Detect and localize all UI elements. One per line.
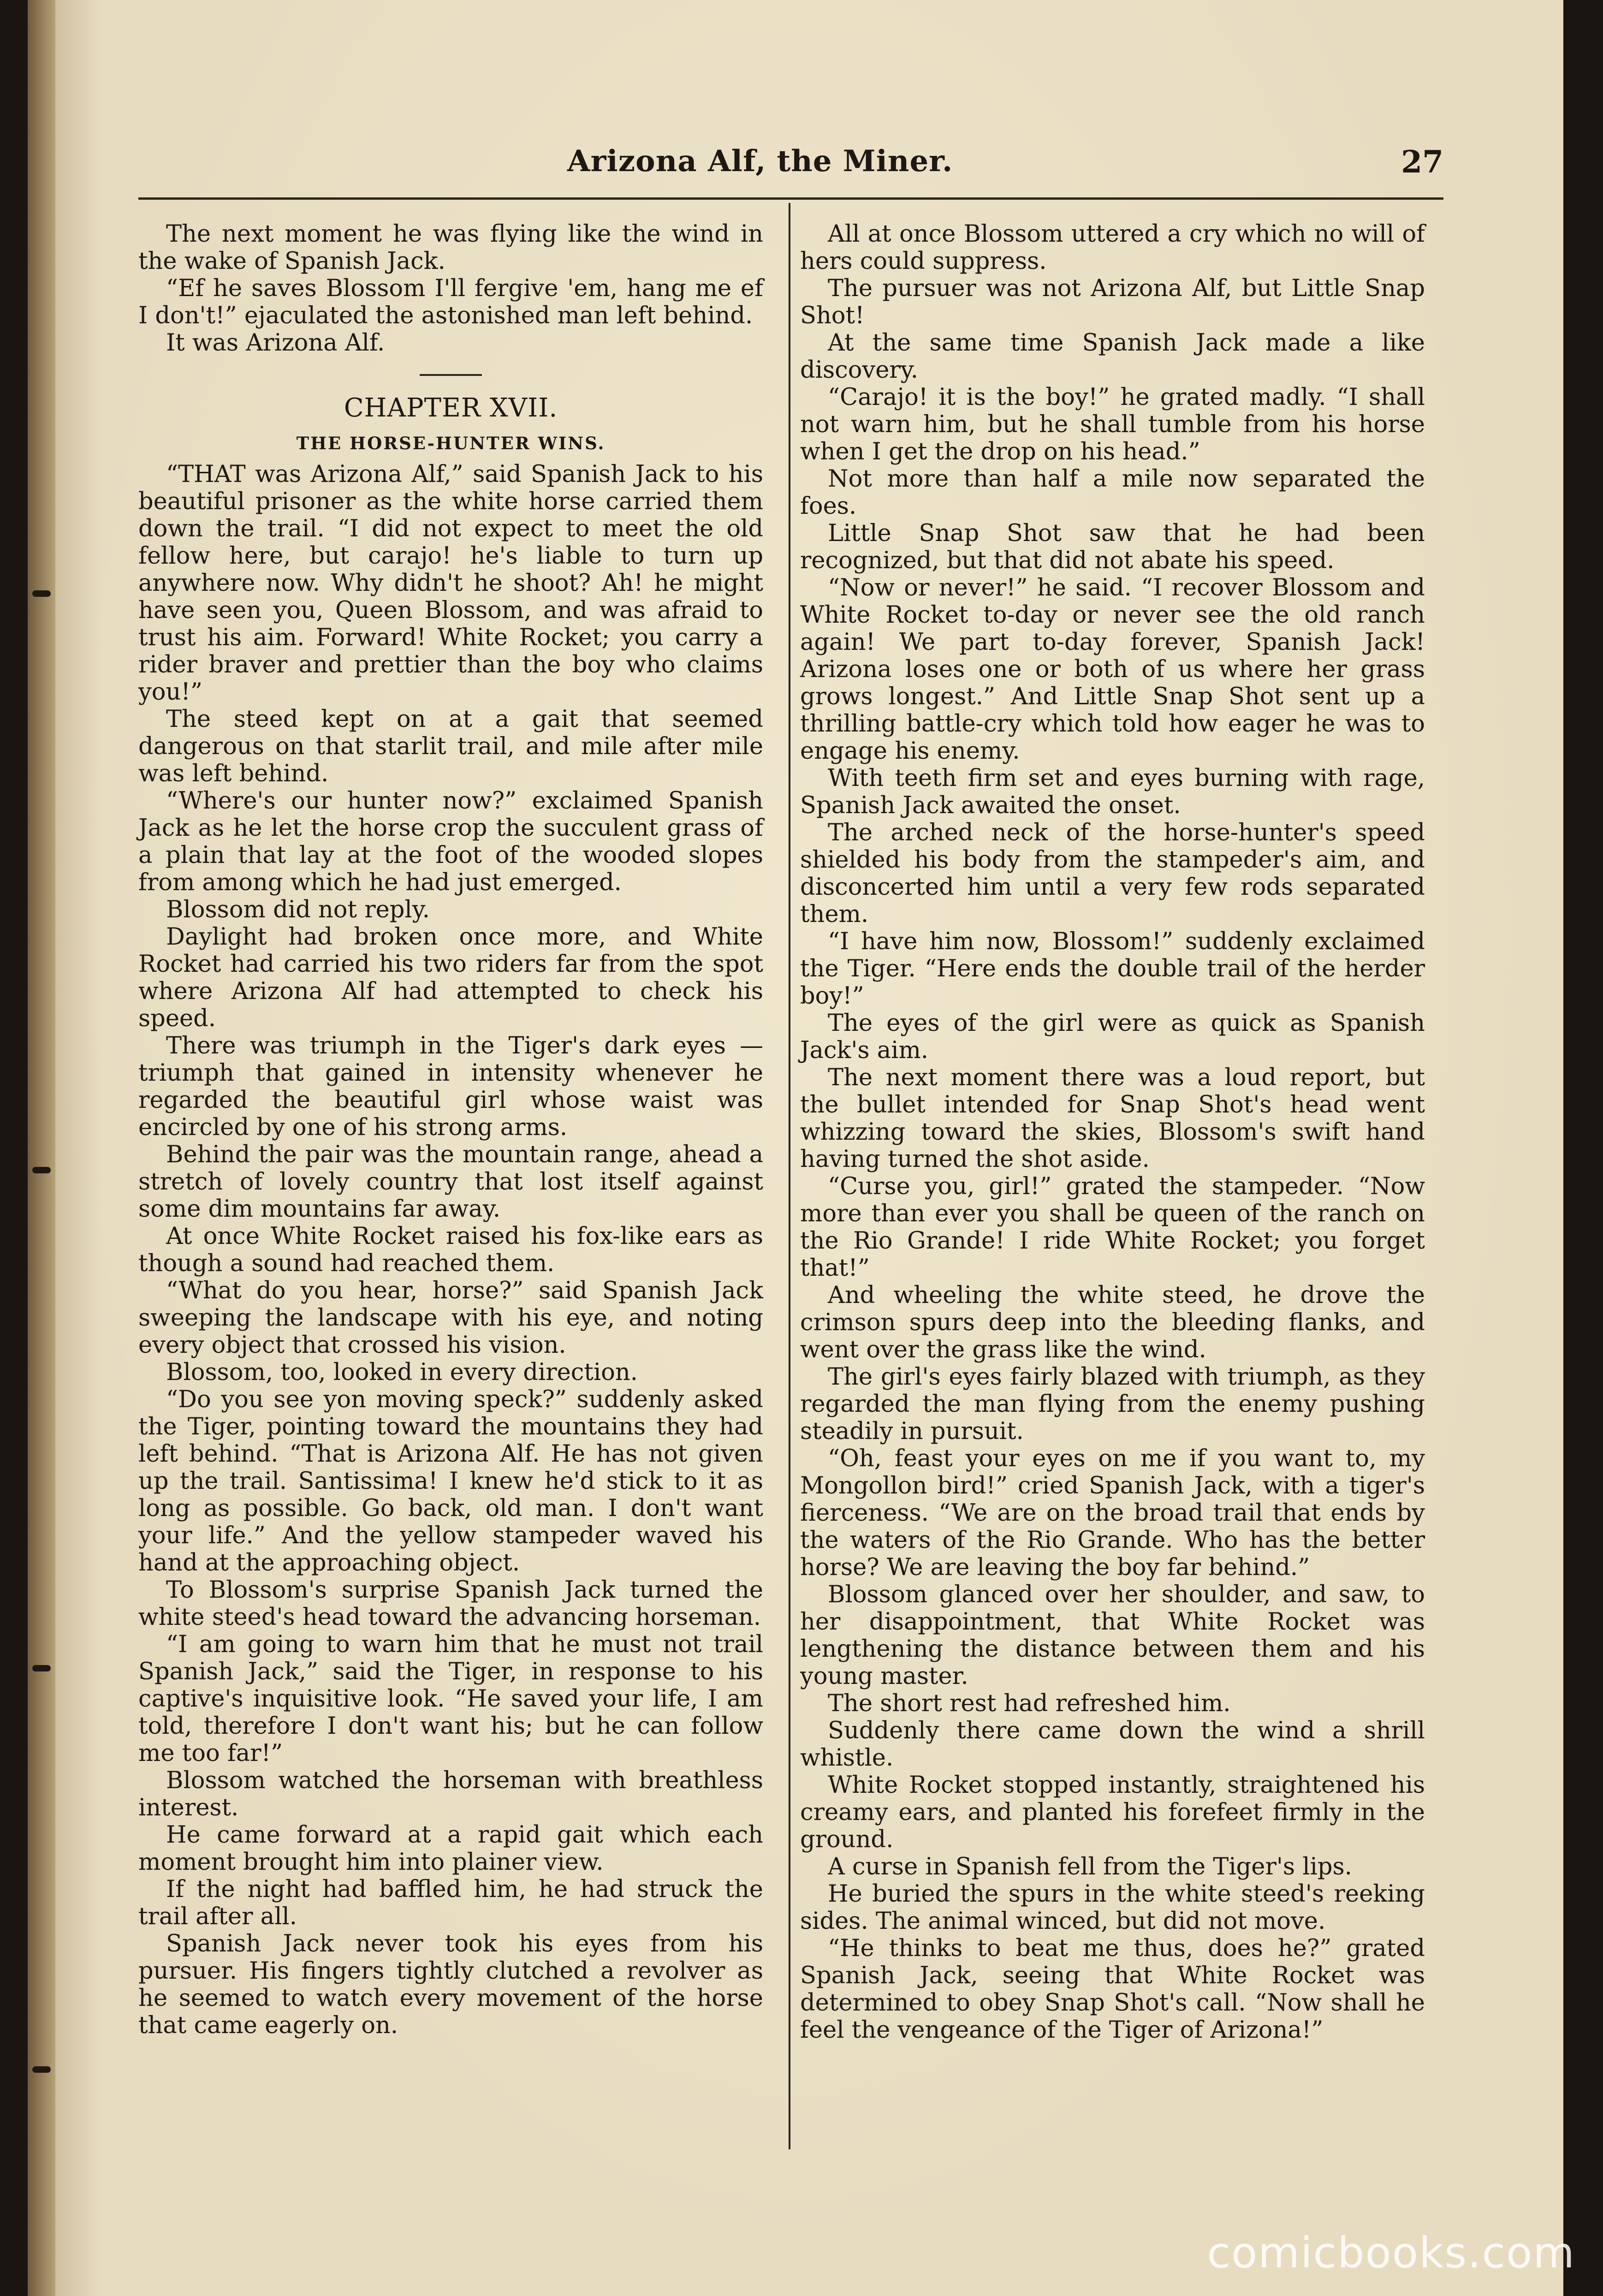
chapter-title: CHAPTER XVII. bbox=[344, 393, 558, 423]
paragraph: The steed kept on at a gait that seemed dangerous on that starlit trail, and mile after mile was left behind. bbox=[138, 706, 763, 787]
paragraph: “Ef he saves Blossom I'll fergive 'em, hang me ef I don't!” ejaculated the astonished man left behind. bbox=[138, 275, 763, 329]
paragraph: If the night had baffled him, he had struck the trail after all. bbox=[138, 1876, 763, 1930]
paragraph: Daylight had broken once more, and White Rocket had carried his two riders far from the spot where Arizona Alf had attempted to check his speed. bbox=[138, 923, 763, 1032]
paragraph: The next moment he was flying like the wind in the wake of Spanish Jack. bbox=[138, 220, 763, 275]
paragraph: “Where's our hunter now?” exclaimed Spanish Jack as he let the horse crop the succulent grass of a plain that lay at the foot of the wooded slopes from among which he had just emerged. bbox=[138, 787, 763, 896]
paragraph: The girl's eyes fairly blazed with triumph, as they regarded the man flying from the enemy pushing steadily in pursuit. bbox=[800, 1363, 1425, 1445]
chapter-subtitle: THE HORSE-HUNTER WINS. bbox=[296, 433, 606, 453]
binding-stitch bbox=[32, 1665, 51, 1671]
paragraph: White Rocket stopped instantly, straightened his creamy ears, and planted his forefeet firmly in the ground. bbox=[800, 1772, 1425, 1853]
right-column bbox=[800, 220, 1425, 2044]
paragraph: Blossom did not reply. bbox=[166, 896, 430, 923]
section-rule bbox=[420, 374, 482, 376]
paragraph: “Oh, feast your eyes on me if you want to, my Mongollon bird!” cried Spanish Jack, with a tiger's fierceness. “We are on the broad trail that ends by the waters of the Rio Grande. Who has the better horse? We are leaving the boy far behind.” bbox=[800, 1445, 1425, 1581]
paragraph: With teeth firm set and eyes burning with rage, Spanish Jack awaited the onset. bbox=[800, 765, 1425, 819]
paragraph: Spanish Jack never took his eyes from his pursuer. His fingers tightly clutched a revolver as he seemed to watch every movement of the horse that came eagerly on. bbox=[138, 1930, 763, 2039]
paragraph: The next moment there was a loud report, but the bullet intended for Snap Shot's head went whizzing toward the skies, Blossom's swift hand having turned the shot aside. bbox=[800, 1064, 1425, 1173]
paragraph: “I have him now, Blossom!” suddenly exclaimed the Tiger. “Here ends the double trail of the herder boy!” bbox=[800, 928, 1425, 1010]
paragraph: Behind the pair was the mountain range, ahead a stretch of lovely country that lost itself against some dim mountains far away. bbox=[138, 1141, 763, 1223]
paragraph: The eyes of the girl were as quick as Spanish Jack's aim. bbox=[800, 1010, 1425, 1064]
binding-stitch bbox=[32, 590, 51, 597]
running-title: Arizona Alf, the Miner. bbox=[567, 144, 953, 178]
paragraph: Not more than half a mile now separated the foes. bbox=[800, 465, 1425, 520]
page-header bbox=[138, 144, 1443, 185]
paragraph: Blossom, too, looked in every direction. bbox=[166, 1359, 638, 1386]
paragraph: He came forward at a rapid gait which each moment brought him into plainer view. bbox=[138, 1821, 763, 1876]
paragraph: To Blossom's surprise Spanish Jack turned the white steed's head toward the advancing horseman. bbox=[138, 1576, 763, 1631]
paragraph: Suddenly there came down the wind a shrill whistle. bbox=[800, 1717, 1425, 1772]
paragraph: Little Snap Shot saw that he had been recognized, but that did not abate his speed. bbox=[800, 520, 1425, 574]
binding-stitch bbox=[32, 2066, 51, 2073]
paragraph: “Carajo! it is the boy!” he grated madly. “I shall not warn him, but he shall tumble from his horse when I get the drop on his head.” bbox=[800, 384, 1425, 465]
paragraph: It was Arizona Alf. bbox=[166, 329, 385, 357]
watermark: comicbooks.com bbox=[1207, 2228, 1575, 2278]
binding-stitch bbox=[32, 1167, 51, 1173]
paragraph: “THAT was Arizona Alf,” said Spanish Jack to his beautiful prisoner as the white horse carried them down the trail. “I did not expect to meet the old fellow here, but carajo! he's liable to turn up anywhere now. Why didn't he shoot? Ah! he might have seen you, Queen Blossom, and was afraid to trust his aim. Forward! White Rocket; you carry a rider braver and prettier than the boy who claims you!” bbox=[138, 461, 763, 706]
paragraph: “Do you see yon moving speck?” suddenly asked the Tiger, pointing toward the mountains they had left behind. “That is Arizona Alf. He has not given up the trail. Santissima! I knew he'd stick to it as long as possible. Go back, old man. I don't want your life.” And the yellow stampeder waved his hand at the approaching object. bbox=[138, 1386, 763, 1576]
paragraph: The arched neck of the horse-hunter's speed shielded his body from the stampeder's aim, and disconcerted him until a very few rods separated them. bbox=[800, 819, 1425, 928]
page-number: 27 bbox=[1401, 144, 1443, 180]
paragraph: The short rest had refreshed him. bbox=[828, 1690, 1231, 1717]
paragraph: All at once Blossom uttered a cry which no will of hers could suppress. bbox=[800, 220, 1425, 275]
paragraph: “Curse you, girl!” grated the stampeder. “Now more than ever you shall be queen of the ranch on the Rio Grande! I ride White Rocket; you forget that!” bbox=[800, 1173, 1425, 1282]
paragraph: Blossom watched the horseman with breathless interest. bbox=[138, 1767, 763, 1821]
left-column bbox=[138, 220, 763, 2039]
paragraph: “I am going to warn him that he must not trail Spanish Jack,” said the Tiger, in response to his captive's inquisitive look. “He saved your life, I am told, therefore I don't want his; but he can follow me too far!” bbox=[138, 1631, 763, 1767]
paragraph: “What do you hear, horse?” said Spanish Jack sweeping the landscape with his eye, and noting every object that crossed his vision. bbox=[138, 1277, 763, 1359]
paragraph: At the same time Spanish Jack made a like discovery. bbox=[800, 329, 1425, 384]
paragraph: The pursuer was not Arizona Alf, but Little Snap Shot! bbox=[800, 275, 1425, 329]
page-binding bbox=[28, 0, 55, 2296]
paragraph: Blossom glanced over her shoulder, and saw, to her disappointment, that White Rocket was lengthening the distance between them and his young master. bbox=[800, 1581, 1425, 1690]
paragraph: He buried the spurs in the white steed's reeking sides. The animal winced, but did not move. bbox=[800, 1880, 1425, 1935]
paragraph: And wheeling the white steed, he drove the crimson spurs deep into the bleeding flanks, and went over the grass like the wind. bbox=[800, 1282, 1425, 1363]
paragraph: A curse in Spanish fell from the Tiger's lips. bbox=[828, 1853, 1352, 1880]
paragraph: At once White Rocket raised his fox-like ears as though a sound had reached them. bbox=[138, 1223, 763, 1277]
paragraph: “Now or never!” he said. “I recover Blossom and White Rocket to-day or never see the old ranch again! We part to-day forever, Spanish Jack! Arizona loses one or both of us where her grass grows longest.” And Little Snap Shot sent up a thrilling battle-cry which told how eager he was to engage his enemy. bbox=[800, 574, 1425, 765]
paragraph: “He thinks to beat me thus, does he?” grated Spanish Jack, seeing that White Rocket was determined to obey Snap Shot's call. “Now shall he feel the vengeance of the Tiger of Arizona!” bbox=[800, 1935, 1425, 2044]
paragraph: There was triumph in the Tiger's dark eyes —triumph that gained in intensity whenever he regarded the beautiful girl whose waist was encircled by one of his strong arms. bbox=[138, 1032, 763, 1141]
header-rule bbox=[138, 197, 1443, 200]
column-divider bbox=[789, 203, 790, 2149]
